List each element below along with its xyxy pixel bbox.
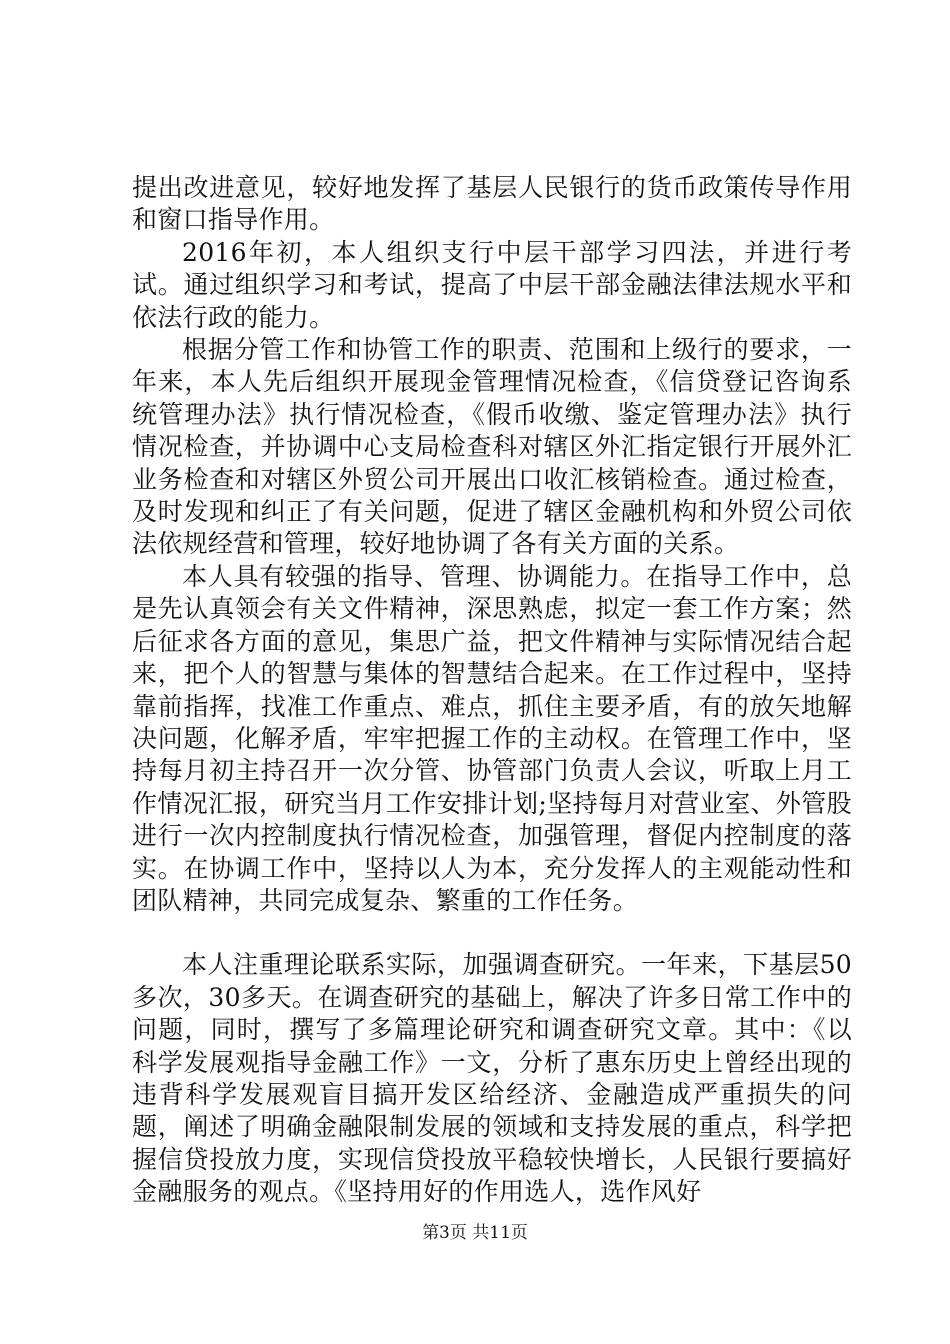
paragraph-3: 根据分管工作和协管工作的职责、范围和上级行的要求，一年来，本人先后组织开展现金管理情况检查，《信贷登记咨询系统管理办法》执行情况检查，《假币收缴、鉴定管理办法》执行情况检查，并协调中心支局检查科对辖区外汇指定银行开展外汇业务检查和对辖区外贸公司开展出口收汇核销检查。通过检查，及时发现和纠正了有关问题，促进了辖区金融机构和外贸公司依法依规经营和管理，较好地协调了各有关方面的关系。 (132, 335, 852, 559)
page-footer: 第3页 共11页 (422, 1223, 528, 1243)
paragraph-1: 提出改进意见，较好地发挥了基层人民银行的货币政策传导作用和窗口指导作用。 (132, 173, 852, 235)
paragraph-4: 本人具有较强的指导、管理、协调能力。在指导工作中，总是先认真领会有关文件精神，深思熟虑，拟定一套工作方案；然后征求各方面的意见，集思广益，把文件精神与实际情况结合起来，把个人的智慧与集体的智慧结合起来。在工作过程中，坚持靠前指挥，找准工作重点、难点，抓住主要矛盾，有的放矢地解决问题，化解矛盾，牢牢把握工作的主动权。在管理工作中，坚持每月初主持召开一次分管、协管部门负责人会议，听取上月工作情况汇报，研究当月工作安排计划;坚持每月对营业室、外管股进行一次内控制度执行情况检查，加强管理，督促内控制度的落实。在协调工作中，坚持以人为本，充分发挥人的主观能动性和团队精神，共同完成复杂、繁重的工作任务。 (132, 561, 852, 915)
document-body (132, 172, 852, 1209)
paragraph-5: 本人注重理论联系实际，加强调查研究。一年来，下基层50多次，30多天。在调查研究的基础上，解决了许多日常工作中的问题，同时，撰写了多篇理论研究和调查研究文章。其中：《以科学发展观指导金融工作》一文，分析了惠东历史上曾经出现的违背科学发展观盲目搞开发区给经济、金融造成严重损失的问题，阐述了明确金融限制发展的领域和支持发展的重点，科学把握信贷投放力度，实现信贷投放平稳较快增长，人民银行要搞好金融服务的观点。《坚持用好的作用选人，选作风好 (132, 950, 852, 1207)
paragraph-2: 2016年初，本人组织支行中层干部学习四法，并进行考试。通过组织学习和考试，提高了中层干部金融法律法规水平和依法行政的能力。 (132, 237, 852, 332)
